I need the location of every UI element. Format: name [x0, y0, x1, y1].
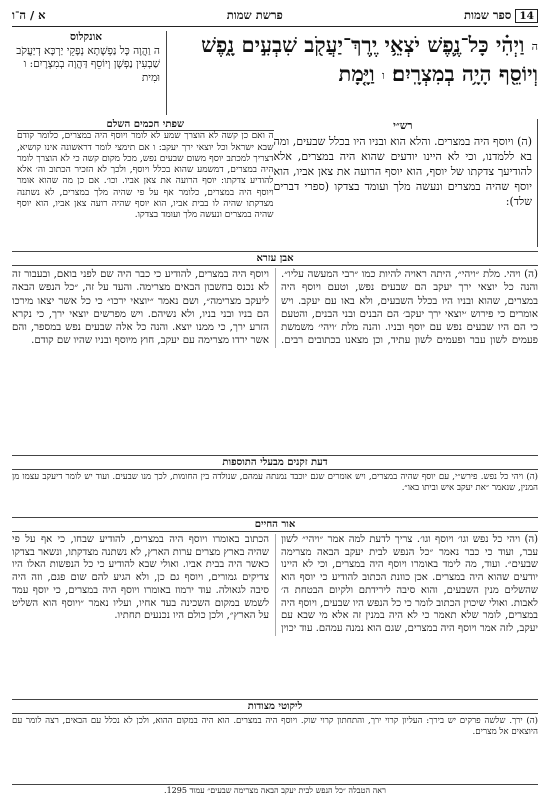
siftei-chachamim-column	[12, 119, 274, 247]
commentary-row	[12, 119, 538, 247]
page-number: 14	[515, 9, 538, 23]
book-title: ספר שמות	[463, 8, 512, 22]
likutei-label: ליקוטי מצודות	[12, 699, 538, 714]
verse-text-block	[167, 31, 538, 115]
siftei-label: שפתי חכמים השלם	[17, 119, 274, 131]
or-hachaim-label: אור החיים	[12, 517, 538, 532]
onkelos-text: ה וַהֲוָה כָּל נַפְשָׁתָא נְפָקֵי יַרְכָּא דְיַעֲקֹב שַׁבְעִין נַפְשָׁן וְיוֹסֵף דַּהֲוָה בְמִצְרָיִם: ו וּמִית	[16, 44, 160, 84]
onkelos-label: אונקלוס	[69, 31, 103, 43]
likutei-section	[12, 699, 538, 743]
or-hachaim-section	[12, 517, 538, 695]
ibn-ezra-label: אבן עזרא	[12, 251, 538, 266]
onkelos-column	[12, 31, 167, 115]
next-verse-text: וַיָּ֤מָת	[338, 61, 375, 86]
siftei-text: ה ואם כן קשה לא הוצרך שמע לא לומר ויוסף היה במצרים, כלומר קודם שבא ישראל וכל יוצאי ירך יעקב: ו אם תימצי לומר דראשונה אינו קושיא, דצריך למכתב יוסף משום שבעים נפש, מכל מקום קשה כי לא הוצרך לומר היה במצרים, דמשמע שהוא בכלל ויוסף, ולכך לא הזכיר הכתוב וה׳ אלא להודיע צדקתו: יוסף הרועה את צאן אביו. וכו׳. אם כן מה שהוא אומר ויוסף היה במצרים, כלומר אף על פי שהיה מלך במצרים, לא נשתנה מצדקתו שהיה לו בבית אביו, הוא יוסף שהיה רועה צאן אביו, הוא יוסף שהיה במצרים ונעשה מלך ועומד בצדקו.	[17, 131, 274, 221]
rashi-column	[274, 119, 538, 247]
footer-note: ראה הטבלה ״כל הנפש לבית יעקב הבאה מצרימה שבעים״ עמוד 1295.	[12, 784, 538, 795]
likutei-text: (ה) ירך. שלשה פרקים יש בירך: העליון קרוי ירך, והתחתון קרוי שוק. ויוסף היה במצרים. הוא היה במקום ההוא, ולכן לא נכלל עם הבאים, רצה לומר עם היוצאים אל מצרים.	[12, 716, 538, 737]
daat-zekenim-section	[12, 455, 538, 513]
daat-zekenim-label: דעת זקנים מבעלי התוספות	[12, 455, 538, 470]
rashi-label: רש״י	[393, 120, 413, 132]
daat-zekenim-text: (ה) ויהי כל נפש. פירש״י, עם יוסף שהיה במצרים, ויש אומרים שגם יוכבד נמנתה עמהם, שנולדה בין החומות, לכך מנו שבעים. ועוד יש לומר דיעקב עצמו מן המנין, שנאמר ״את יעקב איש וביתו באו״.	[12, 472, 538, 493]
verse-text: וַיְהִ֗י כָּל־נֶ֛פֶשׁ יֹצְאֵ֥י יֶֽרֶךְ־יַעֲקֹ֖ב שִׁבְעִ֣ים נָ֑פֶשׁ וְיוֹסֵ֖ף הָיָ֥ה בְמִצְרָֽיִם׃	[201, 32, 538, 86]
parasha-title: פרשת שמות	[226, 8, 283, 22]
next-verse-number: ו	[381, 69, 385, 82]
ibn-ezra-text: (ה) ויהי. מלת ״ויהי״, היתה ראויה להיות כמו ״רבי המעשה עליו״. והנה כל יוצאי ירך יעקב הם שבעים נפש, וטעם ויוסף היה במצרים, שהוא ובניו היו בכלל השבעים, ולא באו עם יעקב. ויש אומרים כי פירוש ׳יוצאי ירך יעקב׳ הם הבנים ובני הבנים, והטעם כי הם היו שבעים נפש עם יוסף ובניו. והנה מלת ׳ויהי׳ משמשת פעמים לשון עבר ופעמים לשון עתיד, וכן מצאנו בכתובים רבים. ויוסף היה במצרים, להודיע כי כבר היה שם לפני בואם, ובעבור זה לא נכנס בחשבון הבאים מצרימה. והעד על זה, ״כל הנפש הבאה ליעקב מצרימה״, ושם נאמר ״יוצאי ירכו״ כי כל אשר יצאו מירכו הם בניו ובני בניו, ולא נשיהם. ויש מפרשים יוצאי ירך, כי נקרא הזרע ירך, כי ממנו יוצא. והנה כל אלה שבעים נפש במספר, והם אשר ירדו מצרימה עם יעקב, חוץ מיוסף ובניו שהיו שם קודם.	[12, 269, 538, 347]
header-right	[464, 8, 538, 22]
ibn-ezra-section	[12, 251, 538, 451]
chapter-ref: א / ה־ו	[12, 8, 46, 22]
verse-number: ה	[531, 40, 538, 53]
or-hachaim-text: (ה) ויהי כל נפש וגו׳ ויוסף וגו׳. צריך לדעת למה אמר ״ויהי״ לשון עבר, ועוד כי כבר נאמר ״כל הנפש לבית יעקב הבאה מצרימה שבעים״. ועוד, מה לימד באומרו ויוסף היה במצרים, וכי לא היינו יודעים שהוא היה במצרים. אכן כוונת הכתוב להודיע כי יוסף הוא שהשלים מנין השבעים, והוא סיבה לירידתם ולקיום הבטחת ה׳ לאבות. ואולי שיכוין הכתוב לומר כי כל הנפש היו שבעים, ויוסף היה במצרים, לומר שלא תאמר כי לא היה במנין זה אלא מי שבא עם יעקב, לזה אמר ויוסף היה במצרים, שגם הוא נמנה עמהם. עוד יכוין הכתוב באומרו ויוסף היה במצרים, להודיע שבחו, כי אף על פי שהיה בארץ מצרים ערות הארץ, לא נשתנה מצדקתו, ונשאר בצדקו כאשר היה בבית אביו. ואולי שבא להודיע כי כל הנפשות האלו היו צדיקים גמורים, ויוסף גם כן, ולא הגיע להם שום פגם, וזה היה סיבה לגאולה. עוד ירמוז באומרו ויוסף היה במצרים, כי יוסף עמד לשמש במקום השכינה בעד אחיו, ועליו נאמר ״ויוסף הוא השליט על הארץ״, ולכן כולם היו נכנעים תחתיו.	[12, 534, 538, 634]
page-header	[12, 6, 538, 27]
verse-row	[12, 31, 538, 115]
rashi-text: (ה) ויוסף היה במצרים. והלא הוא ובניו היו בכלל שבעים, ומה בא ללמדנו, וכי לא היינו יודעים שהוא היה במצרים, אלא להודיעך צדקתו של יוסף, הוא יוסף הרועה את צאן אביו, הוא יוסף שהיה במצרים ונעשה מלך ועומד בצדקו (ספרי דברים שלד):	[273, 135, 532, 208]
